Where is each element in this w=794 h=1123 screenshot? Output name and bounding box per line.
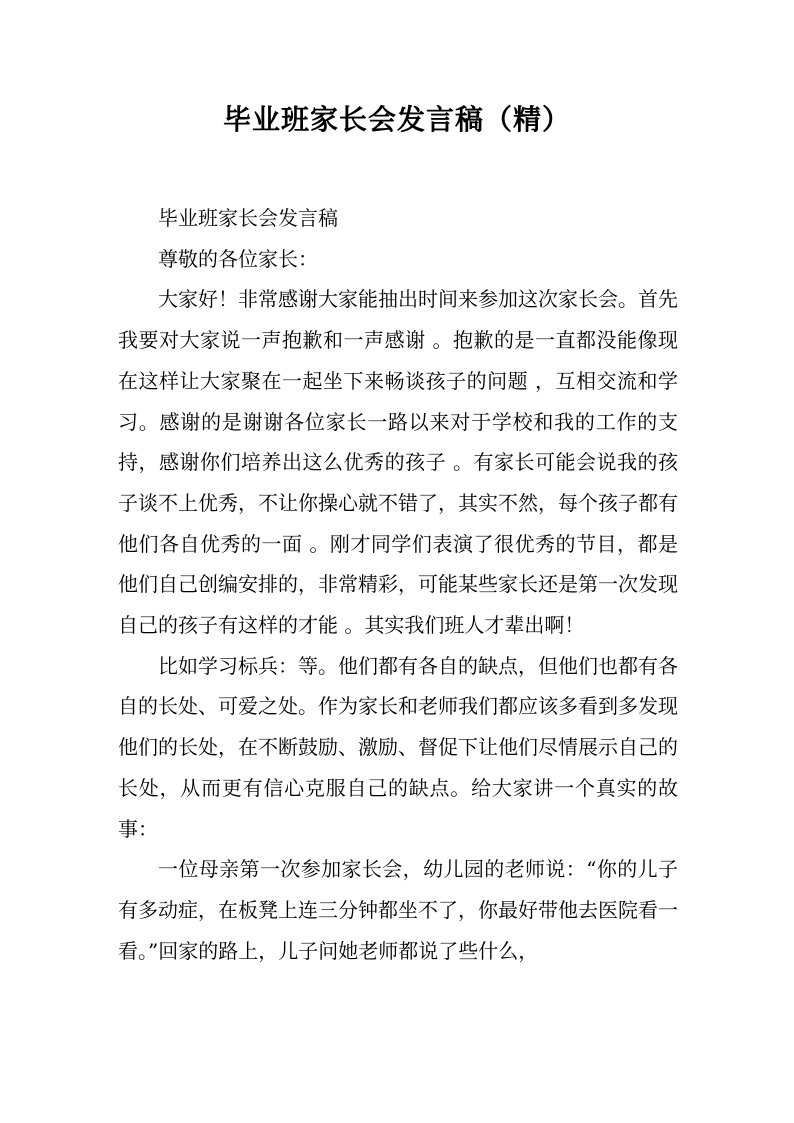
- document-body: [118, 198, 678, 971]
- paragraph-story: 一位母亲第一次参加家长会，幼儿园的老师说：“你的儿子有多动症，在板凳上连三分钟都坐不了，你最好带他去医院看一看。”回家的路上，儿子问她老师都说了些什么，: [118, 857, 678, 963]
- paragraph-salutation: 尊敬的各位家长：: [158, 246, 318, 271]
- paragraph-example: 比如学习标兵：等。他们都有各自的缺点，但他们也都有各自的长处、可爱之处。作为家长和老师我们都应该多看到多发现他们的长处，在不断鼓励、激励、督促下让他们尽情展示自己的长处，从而更有信心克服自己的缺点。给大家讲一个真实的故事：: [118, 653, 678, 841]
- paragraph-greeting: 大家好！非常感谢大家能抽出时间来参加这次家长会。首先我要对大家说一声抱歉和一声感谢 。抱歉的是一直都没能像现在这样让大家聚在一起坐下来畅谈孩子的问题 ，互相交流和学习。感谢的是谢谢各位家长一路以来对于学校和我的工作的支持，感谢你们培养出这么优秀的孩子 。有家长可能会说我的孩子谈不上优秀，不让你操心就不错了，其实不然，每个孩子都有他们各自优秀的一面 。刚才同学们表演了很优秀的节目，都是他们自己创编安排的，非常精彩，可能某些家长还是第一次发现自己的孩子有这样的才能 。其实我们班人才辈出啊！: [118, 287, 678, 638]
- document-title: 毕业班家长会发言稿（精）: [222, 103, 571, 136]
- paragraph-subtitle: 毕业班家长会发言稿: [158, 206, 338, 230]
